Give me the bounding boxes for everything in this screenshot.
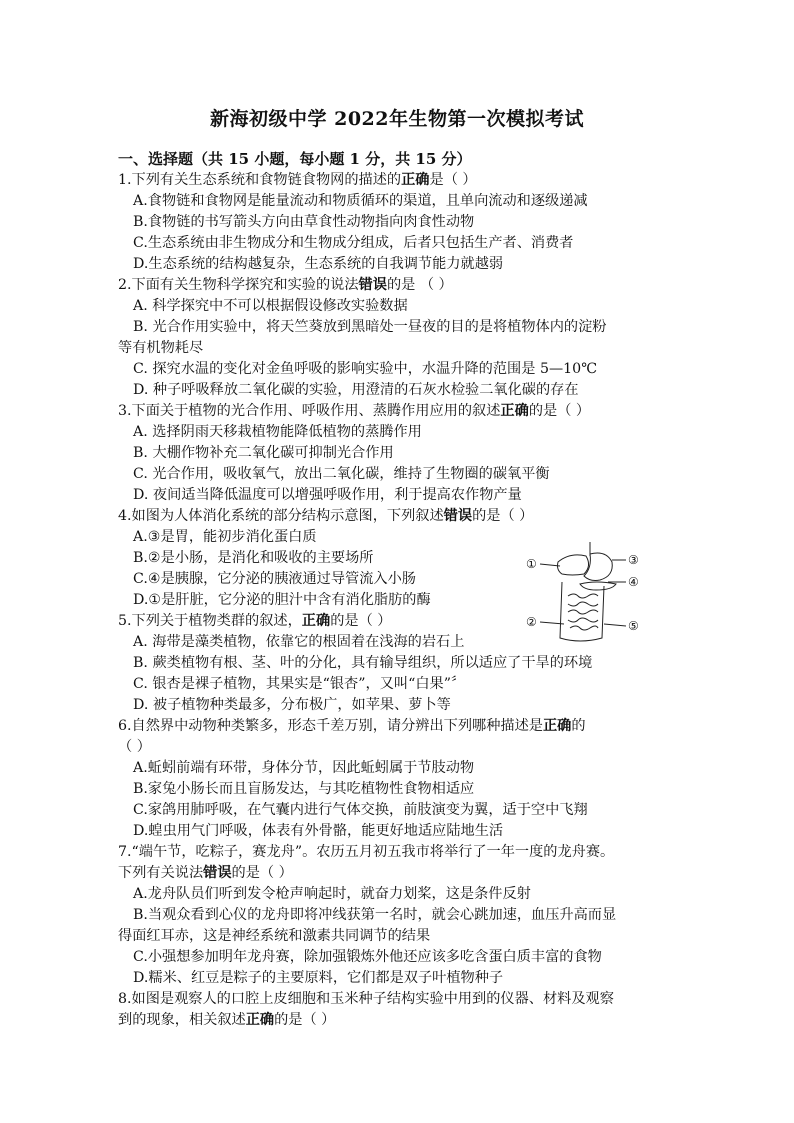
question-5-option-c: C. 银杏是裸子植物，其果实是“银杏”，又叫“白果”〞 xyxy=(133,676,466,692)
question-8-stem-cont: 到的现象，相关叙述正确的是（ ） xyxy=(118,1012,336,1028)
question-2-stem: 2.下面有关生物科学探究和实验的说法错误的是 （ ） xyxy=(118,277,453,293)
question-2-option-d: D. 种子呼吸释放二氧化碳的实验，用澄清的石灰水检验二氧化碳的存在 xyxy=(133,382,579,398)
question-3-option-a: A. 选择阴雨天移栽植物能降低植物的蒸腾作用 xyxy=(133,424,422,440)
digestive-system-diagram xyxy=(520,540,644,648)
figure-label-3: ③ xyxy=(628,553,639,567)
question-7-stem: 7.“端午节，吃粽子，赛龙舟”。农历五月初五我市将举行了一年一度的龙舟赛。 xyxy=(118,844,615,860)
question-6-option-d: D.蝗虫用气门呼吸，体表有外骨骼，能更好地适应陆地生活 xyxy=(133,823,504,839)
figure-label-2: ② xyxy=(526,615,537,629)
section-heading: 一、选择题（共 15 小题，每小题 1 分，共 15 分） xyxy=(118,150,472,168)
question-7-option-b-cont: 得面红耳赤，这是神经系统和激素共同调节的结果 xyxy=(118,928,431,944)
question-6-stem-blank: （ ） xyxy=(118,739,151,755)
question-6-option-c: C.家鸽用肺呼吸，在气囊内进行气体交换，前肢演变为翼，适于空中飞翔 xyxy=(133,802,588,818)
question-8-stem: 8.如图是观察人的口腔上皮细胞和玉米种子结构实验中用到的仪器、材料及观察 xyxy=(118,991,614,1007)
question-1-stem: 1.下列有关生态系统和食物链食物网的描述的正确是（ ） xyxy=(118,172,477,188)
question-6-option-a: A.蚯蚓前端有环带，身体分节，因此蚯蚓属于节肢动物 xyxy=(133,760,475,776)
question-7-option-c: C.小强想参加明年龙舟赛，除加强锻炼外他还应该多吃含蛋白质丰富的食物 xyxy=(133,949,602,965)
leader-line-5 xyxy=(604,624,626,626)
question-7-stem-cont: 下列有关说法错误的是（ ） xyxy=(118,865,293,881)
question-6-stem: 6.自然界中动物种类繁多，形态千差万别，请分辨出下列哪种描述是正确的 xyxy=(118,718,586,734)
question-5-option-b: B. 蕨类植物有根、茎、叶的分化，具有输导组织，所以适应了干旱的环境 xyxy=(133,655,593,671)
question-3-stem: 3.下面关于植物的光合作用、呼吸作用、蒸腾作用应用的叙述正确的是（ ） xyxy=(118,403,591,419)
question-2-option-c: C. 探究水温的变化对金鱼呼吸的影响实验中，水温升降的范围是 5—10℃ xyxy=(133,361,598,377)
question-1-option-c: C.生态系统由非生物成分和生物成分组成，后者只包括生产者、消费者 xyxy=(133,235,574,251)
question-7-option-a: A.龙舟队员们听到发令枪声响起时，就奋力划桨，这是条件反射 xyxy=(133,886,531,902)
question-7-option-b: B.当观众看到心仪的龙舟即将冲线获第一名时，就会心跳加速，血压升高而显 xyxy=(133,907,617,923)
question-2-option-b-cont: 等有机物耗尽 xyxy=(118,340,204,356)
question-2-option-a: A. 科学探究中不可以根据假设修改实验数据 xyxy=(133,298,408,314)
question-4-option-b: B.②是小肠，是消化和吸收的主要场所 xyxy=(133,550,374,566)
liver-shape xyxy=(558,555,589,575)
question-3-option-c: C. 光合作用，吸收氧气，放出二氧化碳，维持了生物圈的碳氧平衡 xyxy=(133,466,550,482)
figure-label-1: ① xyxy=(526,557,537,571)
leader-line-1 xyxy=(540,564,560,566)
small-intestine-shape xyxy=(568,594,598,630)
question-1-option-d: D.生态系统的结构越复杂，生态系统的自我调节能力就越弱 xyxy=(133,256,504,272)
question-6-option-b: B.家兔小肠长而且盲肠发达，与其吃植物性食物相适应 xyxy=(133,781,475,797)
question-4-option-c: C.④是胰腺，它分泌的胰液通过导管流入小肠 xyxy=(133,571,416,587)
question-4-option-d: D.①是肝脏，它分泌的胆汁中含有消化脂肪的酶 xyxy=(133,592,431,608)
question-3-option-d: D. 夜间适当降低温度可以增强呼吸作用，利于提高农作物产量 xyxy=(133,487,522,503)
pancreas-shape xyxy=(580,582,616,590)
question-4-stem: 4.如图为人体消化系统的部分结构示意图，下列叙述错误的是（ ） xyxy=(118,508,534,524)
question-3-option-b: B. 大棚作物补充二氧化碳可抑制光合作用 xyxy=(133,445,394,461)
figure-label-4: ④ xyxy=(628,575,639,589)
question-5-stem: 5.下列关于植物类群的叙述，正确的是（ ） xyxy=(118,613,392,629)
question-5-option-a: A. 海带是藻类植物，依靠它的根固着在浅海的岩石上 xyxy=(133,634,465,650)
question-1-option-a: A.食物链和食物网是能量流动和物质循环的渠道，且单向流动和逐级递减 xyxy=(133,193,588,209)
figure-label-5: ⑤ xyxy=(628,619,639,633)
question-7-option-d: D.糯米、红豆是粽子的主要原料，它们都是双子叶植物种子 xyxy=(133,970,504,986)
question-1-option-b: B.食物链的书写箭头方向由草食性动物指向肉食性动物 xyxy=(133,214,475,230)
exam-title: 新海初级中学 2022年生物第一次模拟考试 xyxy=(210,108,584,130)
question-4-option-a: A.③是胃，能初步消化蛋白质 xyxy=(133,529,317,545)
question-5-option-d: D. 被子植物种类最多，分布极广，如苹果、萝卜等 xyxy=(133,697,451,713)
question-2-option-b: B. 光合作用实验中，将天竺葵放到黑暗处一昼夜的目的是将植物体内的淀粉 xyxy=(133,319,607,335)
